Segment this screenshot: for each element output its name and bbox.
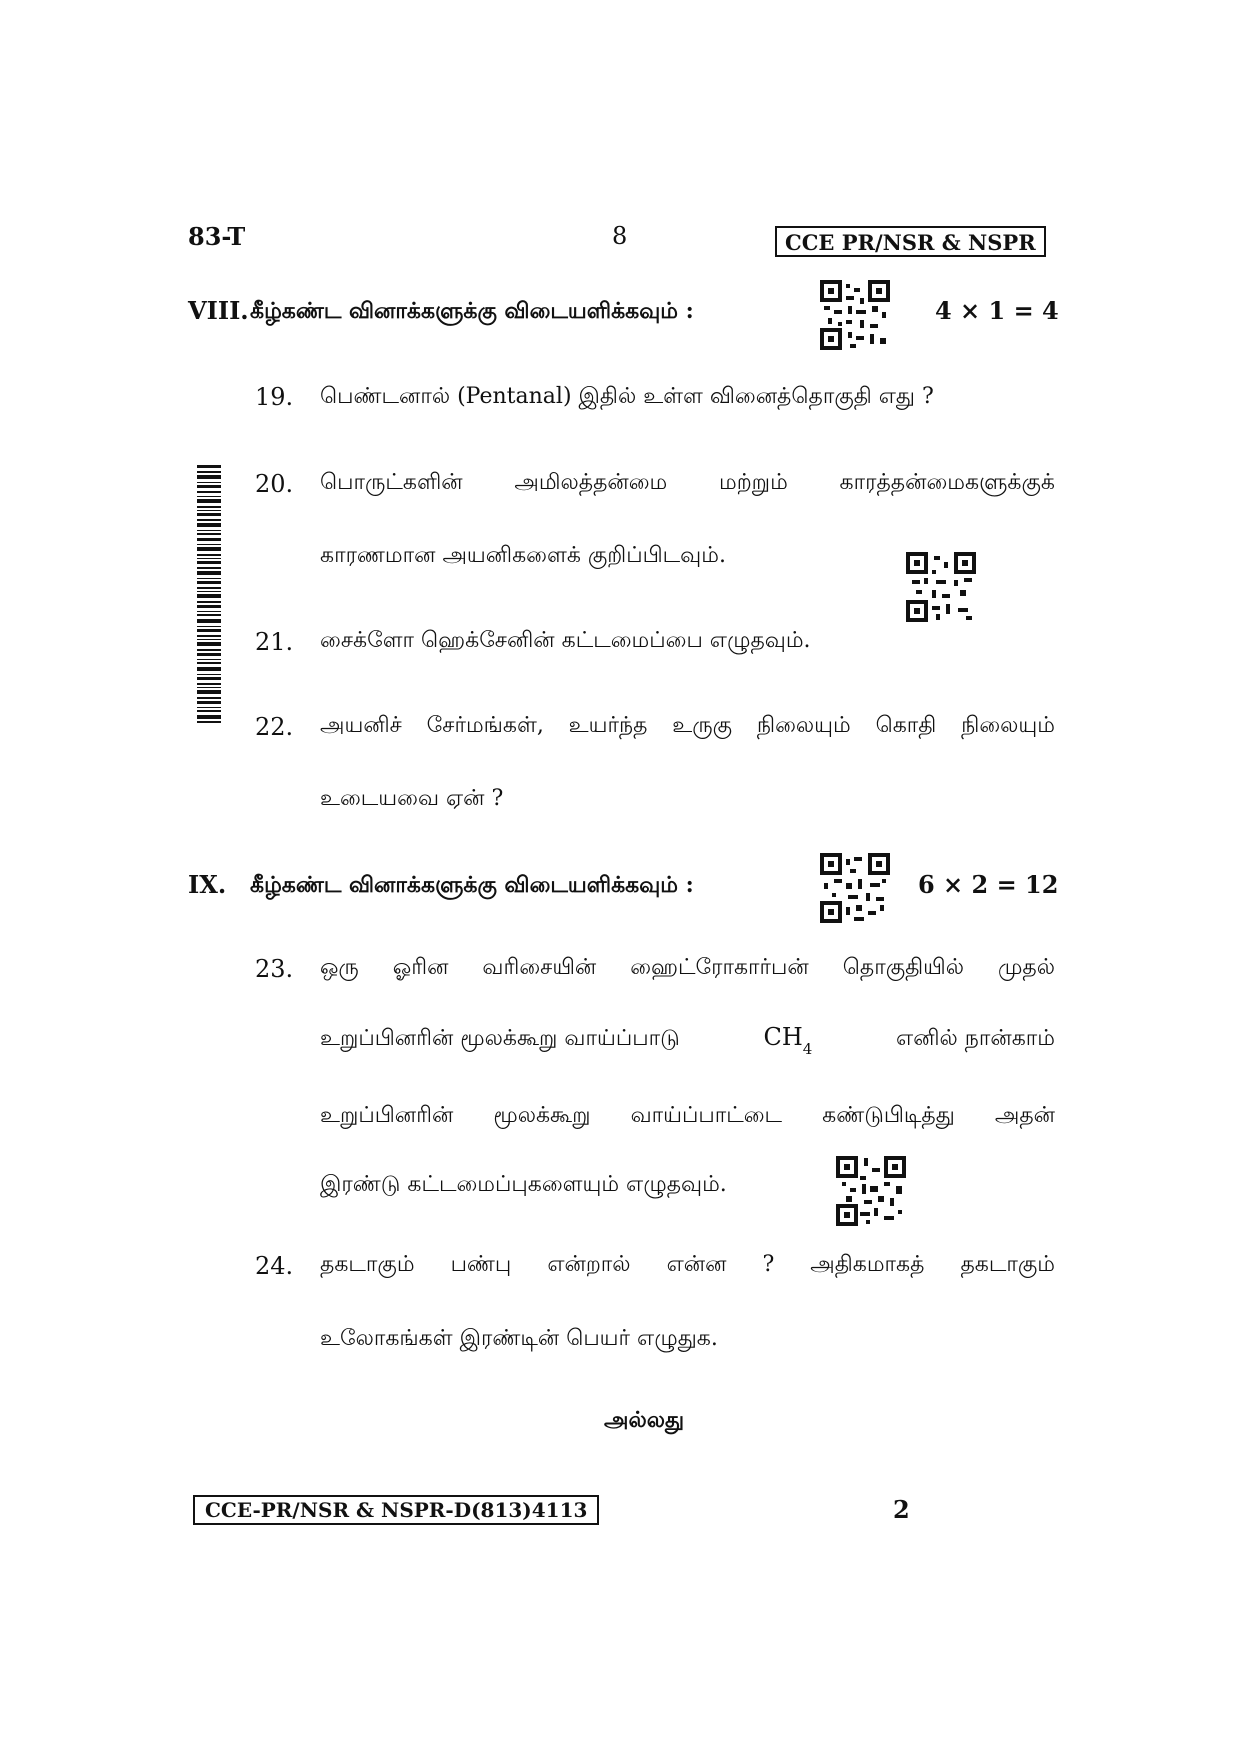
exam-box: CCE PR/NSR & NSPR bbox=[775, 226, 1046, 257]
qr-code-icon bbox=[906, 552, 976, 622]
question-23-line-1: ஒரு ஓரின வரிசையின் ஹைட்ரோகார்பன் தொகுதியில் முதல் bbox=[320, 955, 1055, 980]
question-23-line-2-end: எனில் நான்காம் bbox=[896, 1026, 1055, 1051]
formula bbox=[763, 1023, 813, 1058]
section-8-marks: 4 × 1 = 4 bbox=[935, 296, 1059, 325]
qr-code-icon bbox=[820, 280, 890, 350]
paper-code: 83-T bbox=[188, 222, 246, 251]
formula-subscript: 4 bbox=[802, 1040, 813, 1058]
section-8-instruction: கீழ்கண்ட வினாக்களுக்கு விடையளிக்கவும் : bbox=[250, 298, 694, 324]
question-23-line-4: இரண்டு கட்டமைப்புகளையும் எழுதவும். bbox=[320, 1172, 727, 1197]
qr-code-icon bbox=[820, 853, 890, 923]
question-23-line-2-start: உறுப்பினரின் மூலக்கூறு வாய்ப்பாடு bbox=[320, 1026, 680, 1051]
formula-main: CH bbox=[763, 1023, 803, 1051]
question-20-number: 20. bbox=[255, 470, 294, 498]
footer-code-box: CCE-PR/NSR & NSPR-D(813)4113 bbox=[193, 1495, 599, 1525]
or-separator: அல்லது bbox=[604, 1407, 685, 1433]
qr-code-icon bbox=[836, 1156, 906, 1226]
question-23-number: 23. bbox=[255, 955, 294, 983]
question-20-line-2: காரணமான அயனிகளைக் குறிப்பிடவும். bbox=[320, 543, 726, 568]
question-23-line-2 bbox=[320, 1023, 1055, 1058]
question-23-line-3: உறுப்பினரின் மூலக்கூறு வாய்ப்பாட்டை கண்டுபிடித்து அதன் bbox=[320, 1103, 1055, 1128]
question-21-number: 21. bbox=[255, 628, 294, 656]
section-9-marks: 6 × 2 = 12 bbox=[918, 870, 1059, 899]
question-19-number: 19. bbox=[255, 383, 294, 411]
section-8-numeral: VIII. bbox=[188, 296, 249, 325]
section-9-numeral: IX. bbox=[188, 870, 227, 899]
question-19-text: பெண்டனால் (Pentanal) இதில் உள்ள வினைத்தொகுதி எது ? bbox=[320, 384, 934, 409]
question-22-number: 22. bbox=[255, 713, 294, 741]
section-9-instruction: கீழ்கண்ட வினாக்களுக்கு விடையளிக்கவும் : bbox=[250, 872, 694, 898]
page-number: 8 bbox=[612, 222, 628, 250]
question-24-line-2: உலோகங்கள் இரண்டின் பெயர் எழுதுக. bbox=[320, 1326, 718, 1351]
footer-page-number: 2 bbox=[893, 1495, 910, 1524]
question-20-line-1: பொருட்களின் அமிலத்தன்மை மற்றும் காரத்தன்மைகளுக்குக் bbox=[320, 470, 1055, 495]
question-22-line-1: அயனிச் சேர்மங்கள், உயர்ந்த உருகு நிலையும் கொதி நிலையும் bbox=[320, 713, 1055, 738]
question-24-line-1: தகடாகும் பண்பு என்றால் என்ன ? அதிகமாகத் தகடாகும் bbox=[320, 1252, 1055, 1277]
question-24-number: 24. bbox=[255, 1252, 294, 1280]
question-21-text: சைக்ளோ ஹெக்சேனின் கட்டமைப்பை எழுதவும். bbox=[320, 628, 811, 653]
barcode-icon bbox=[197, 465, 221, 723]
question-22-line-2: உடையவை ஏன் ? bbox=[320, 786, 504, 811]
